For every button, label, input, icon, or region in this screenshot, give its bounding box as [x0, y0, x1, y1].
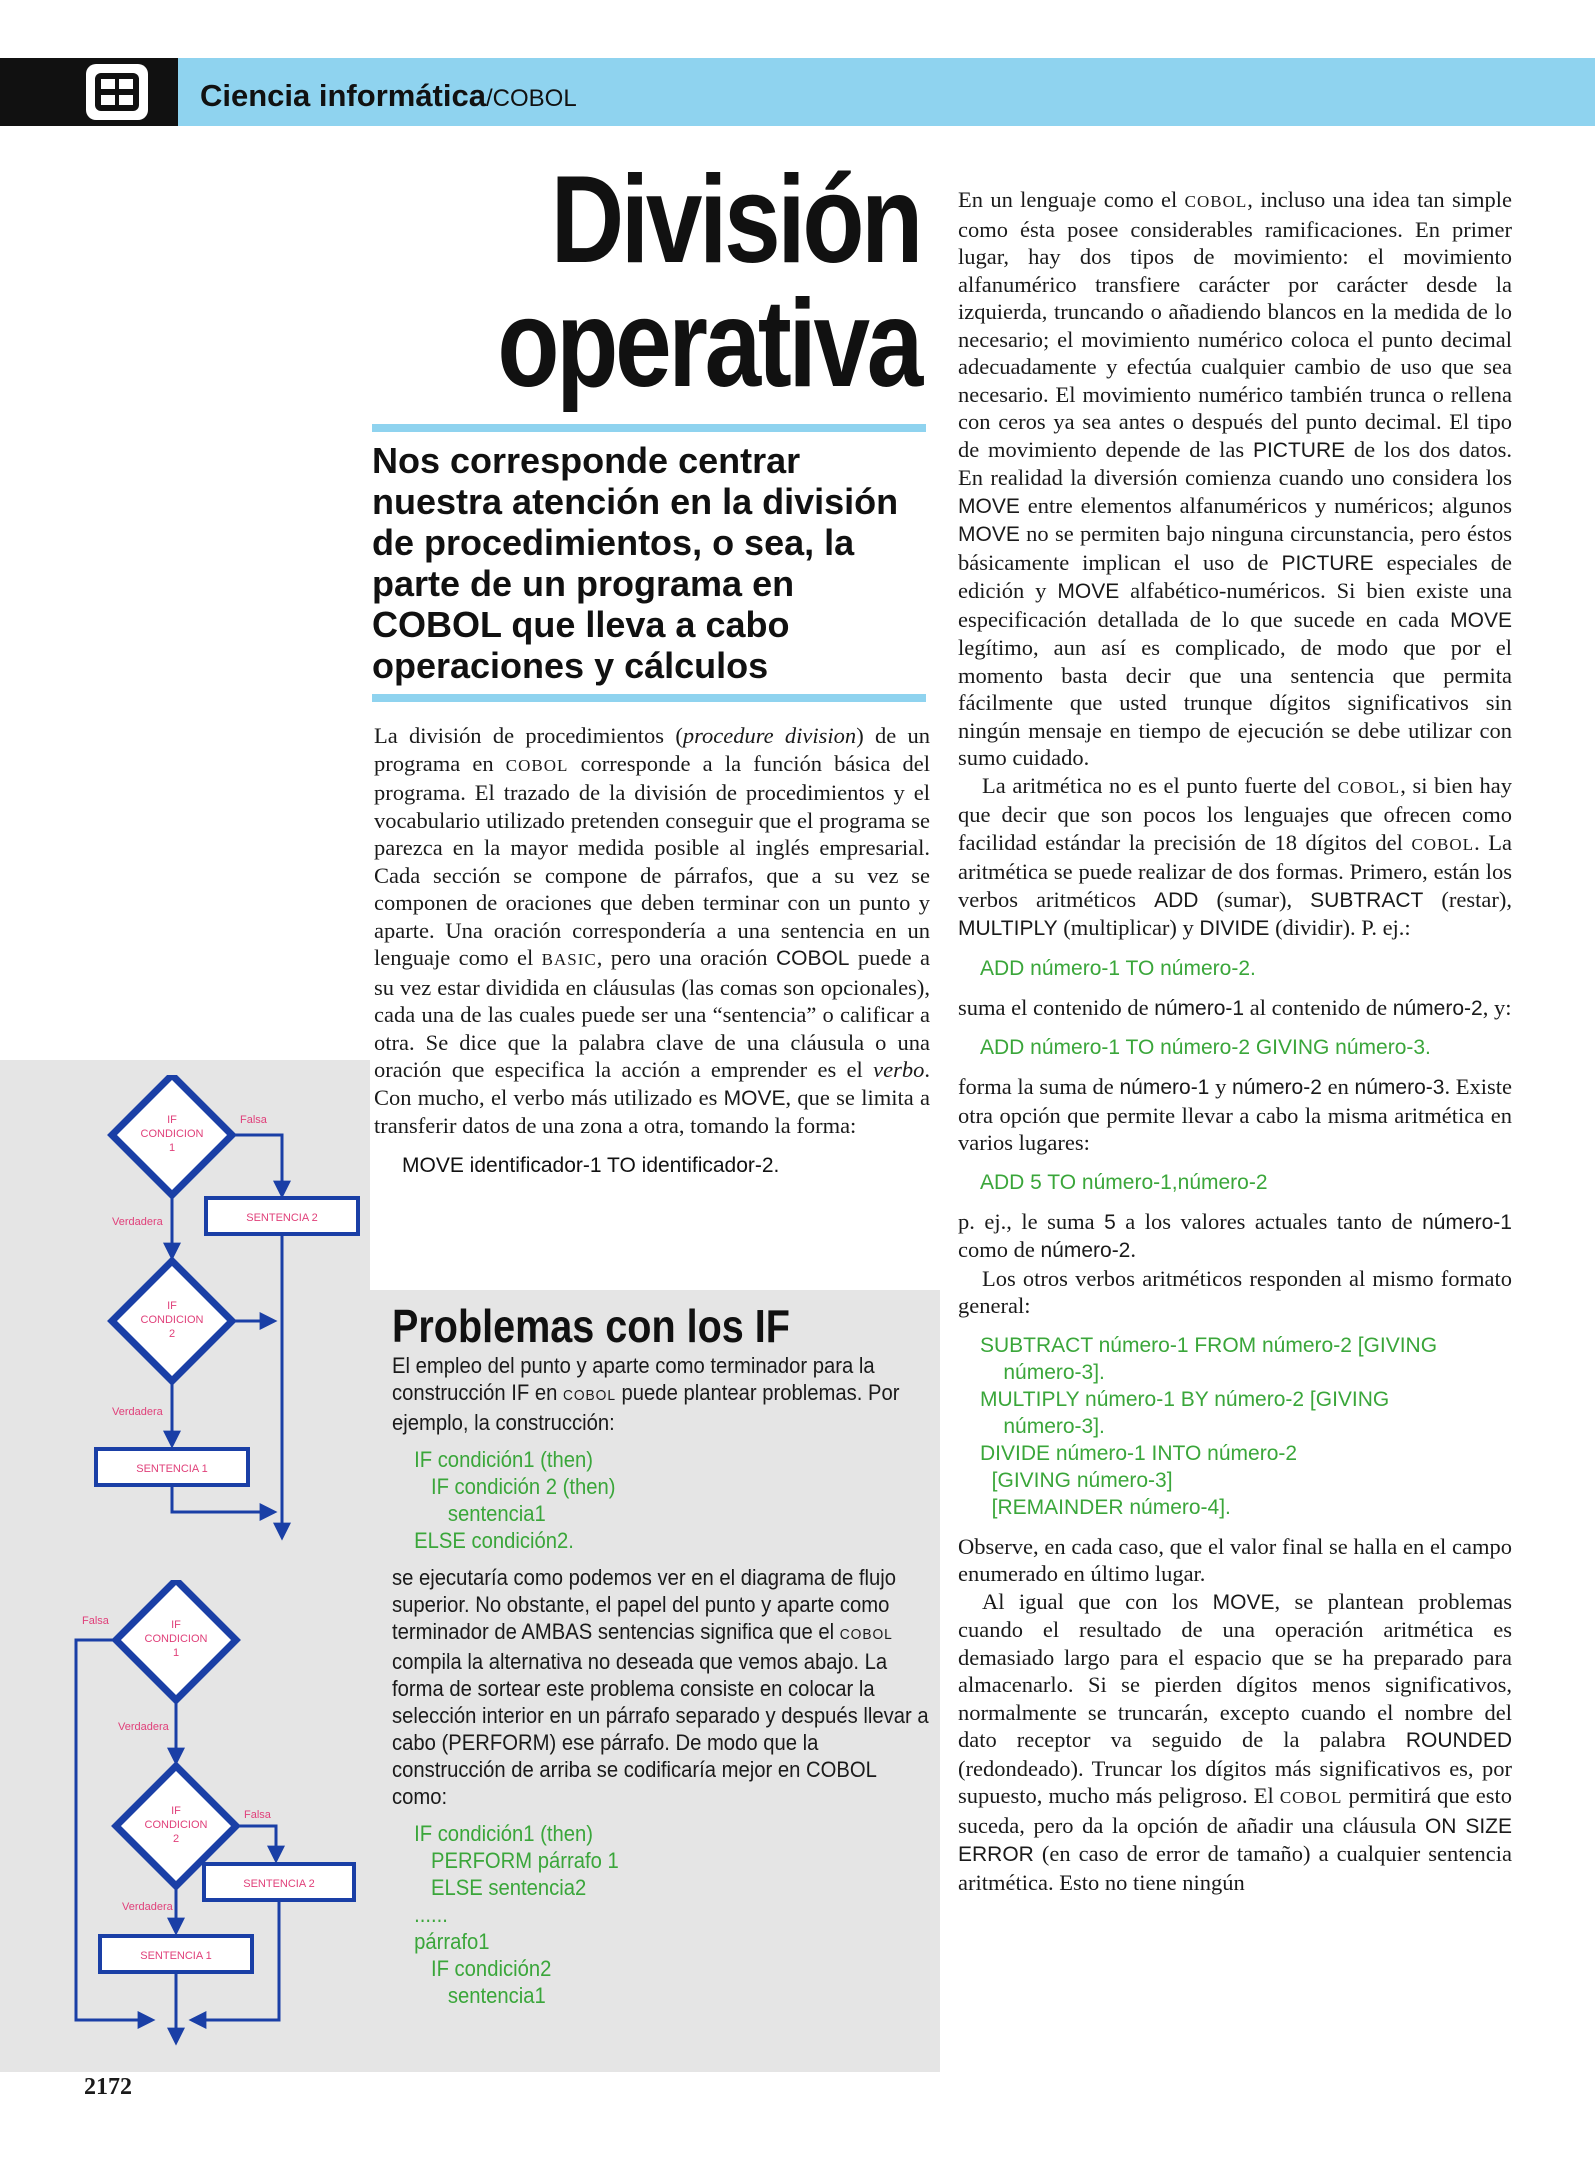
col1-paragraph-1: La división de procedimientos (procedure division) de un programa en COBOL corresponde a la función básica del programa. El trazado de la división de procedimientos y el vocabulario utilizado pretenden conseguir que el programa se parezca en la mayor medida posible al inglés empresarial. Cada sección se compone de párrafos, que a su vez se componen de oraciones que deben terminar con un punto y aparte. Una oración correspondería a una sentencia en un lenguaje como el BASIC, pero una oración COBOL puede a su vez estar dividida en cláusulas (las comas son opcionales), cada una de las cuales puede ser una “sentencia” o calificar a otra. Se dice que la palabra clave de una cláusula o una oración que especifica la acción a emprender es el verbo. Con mucho, el verbo más utilizado es MOVE, que se limita a transferir datos de una zona a otra, tomando la forma: [374, 723, 930, 1138]
cond2-line2: CONDICION [140, 1314, 204, 1326]
b-cond2-line2: CONDICION [144, 1819, 208, 1831]
col2-paragraph-7: Observe, en cada caso, que el valor final se halla en el campo enumerado en último lugar. [958, 1533, 1512, 1586]
col2-paragraph-8: Al igual que con los MOVE, se plantean problemas cuando el resultado de una operación aritmética es demasiado largo para el espacio que se ha preparado para almacenarlo. Si se pierden dígitos menos significativos, normalmente se truncarán, excepto cuando el nombre del dato receptor va seguido de la palabra ROUNDED (redondeado). Truncar los dígitos más significativos es, por supuesto, mucho más peligroso. El COBOL permitirá que esto suceda, pero da la opción de añadir una cláusula ON SIZE ERROR (en caso de error de tamaño) a cualquier sentencia aritmética. Esto no tiene ningún [958, 1588, 1512, 1895]
col2-code-1: ADD número-1 TO número-2. [980, 956, 1256, 980]
computer-logo-icon [86, 64, 148, 120]
falsa-label: Falsa [240, 1114, 267, 1126]
b-cond1-line3: 1 [172, 1647, 180, 1659]
cond1-line3: 1 [168, 1142, 176, 1154]
col2-code-2: ADD número-1 TO número-2 GIVING número-3. [980, 1036, 1431, 1059]
col2-paragraph-6: Los otros verbos aritméticos responden al mismo formato general: [958, 1265, 1512, 1318]
b-verdadera-label-2: Verdadera [122, 1901, 173, 1913]
b-falsa-label-1: Falsa [82, 1615, 109, 1627]
b-cond1-line2: CONDICION [144, 1633, 208, 1645]
sidebar-paragraph-1: El empleo del punto y aparte como terminador para la construcción IF en COBOL puede plantear problemas. Por ejemplo, la construcción: [392, 1353, 900, 1435]
col1-code: MOVE identificador-1 TO identificador-2. [402, 1153, 780, 1177]
lead-bottom-rule [372, 694, 926, 702]
flowchart-bottom [60, 1580, 370, 2050]
title-line-1: División [550, 151, 920, 289]
section-subtitle: /COBOL [485, 85, 577, 112]
col2-paragraph-4: forma la suma de número-1 y número-2 en número-3. Existe otra opción que permite llevar a cabo la misma aritmética en varios lugares: [958, 1074, 1512, 1155]
sidebar-code-1: IF condición1 (then) IF condición 2 (then) sentencia1 ELSE condición2. [414, 1447, 616, 1553]
sidebar-code-2: IF condición1 (then) PERFORM párrafo 1 ELSE sentencia2 ...... párrafo1 IF condición2 sentencia1 [414, 1821, 619, 2008]
sidebar-paragraph-2: se ejecutaría como podemos ver en el diagrama de flujo superior. No obstante, el papel del punto y aparte como terminador de AMBAS sentencias significa que el COBOL compila la alternativa no deseada que vemos abajo. La forma de sortear este problema consiste en colocar la selección interior en un párrafo separado y después llevar a cabo (PERFORM) ese párrafo. De modo que la construcción de arriba se codificaría mejor en COBOL como: [392, 1565, 929, 1809]
article-title [477, 151, 920, 413]
sidebar [392, 1300, 932, 2019]
b-sentencia2-label: SENTENCIA 2 [243, 1878, 315, 1890]
flowchart-top [80, 1075, 370, 1545]
sidebar-body [392, 1352, 933, 2009]
cond2-line3: 2 [168, 1328, 176, 1340]
b-cond2-line3: 2 [172, 1833, 180, 1845]
b-cond1-line1: IF [171, 1619, 181, 1631]
b-verdadera-label-1: Verdadera [118, 1721, 169, 1733]
lead-paragraph: Nos corresponde centrar nuestra atención en la división de procedimientos, o sea, la parte de un programa en COBOL que lleva a cabo operaciones y cálculos [372, 440, 899, 686]
col2-paragraph-3: suma el contenido de número-1 al contenido de número-2, y: [958, 994, 1512, 1020]
section-header [200, 78, 577, 114]
b-sentencia1-label: SENTENCIA 1 [140, 1950, 212, 1962]
page-number: 2172 [84, 2074, 132, 2100]
col2-paragraph-2: La aritmética no es el punto fuerte del COBOL, si bien hay que decir que son pocos los lenguajes que ofrecen como facilidad estándar la precisión de 18 dígitos del COBOL. La aritmética se puede realizar de dos formas. Primero, están los verbos aritméticos ADD (sumar), SUBTRACT (restar), MULTIPLY (multiplicar) y DIVIDE (dividir). P. ej.: [958, 772, 1513, 940]
col2-paragraph-1: En un lenguaje como el COBOL, incluso una idea tan simple como ésta posee considerables ramificaciones. En primer lugar, hay dos tipos de movimiento: el movimiento alfanumérico transfiere carácter por carácter desde la izquierda, truncando o añadiendo blancos en la medida de lo necesario; el movimiento numérico coloca el punto decimal adecuadamente y efectúa cualquier cambio de uso que sea necesario. El movimiento numérico también trunca o rellena con ceros ya sea antes o después del punto decimal. El tipo de movimiento depende de las PICTURE de los dos datos. En realidad la diversión comienza cuando uno considera los MOVE entre elementos alfanuméricos y numéricos; algunos MOVE no se permiten bajo ninguna circunstancia, pero éstos básicamente implican el uso de PICTURE especiales de edición y MOVE alfabético-numéricos. Si bien existe una especificación detallada de lo que sucede en cada MOVE legítimo, aun así es complicado, de modo que por el momento basta decir que una sentencia que permita fácilmente que usted trunque dígitos significativos sin ningún mensaje en tiempo de ejecución se debe utilizar con sumo cuidado. [958, 187, 1513, 770]
sentencia2-label: SENTENCIA 2 [246, 1212, 318, 1224]
cond1-line1: IF [167, 1114, 177, 1126]
sentencia1-label: SENTENCIA 1 [136, 1463, 208, 1475]
verdadera-label-2: Verdadera [112, 1406, 163, 1418]
column-2 [958, 186, 1512, 1896]
section-title: Ciencia informática [200, 78, 486, 113]
cond1-line2: CONDICION [140, 1128, 204, 1140]
col2-code-4: SUBTRACT número-1 FROM número-2 [GIVING número-3]. MULTIPLY número-1 BY número-2 [GIVING número-3]. DIVIDE número-1 INTO número-2 [GIVING número-3] [REMAINDER número-4]. [980, 1333, 1438, 1519]
cond2-line1: IF [167, 1300, 177, 1312]
b-cond2-line1: IF [171, 1805, 181, 1817]
col2-code-3: ADD 5 TO número-1,número-2 [980, 1170, 1268, 1194]
col2-paragraph-5: p. ej., le suma 5 a los valores actuales tanto de número-1 como de número-2. [958, 1208, 1512, 1262]
column-1 [374, 722, 930, 1179]
title-line-2: operativa [497, 275, 920, 413]
sidebar-title: Problemas con los IF [392, 1300, 790, 1352]
b-falsa-label-2: Falsa [244, 1809, 271, 1821]
lead-top-rule [372, 424, 926, 432]
verdadera-label-1: Verdadera [112, 1216, 163, 1228]
